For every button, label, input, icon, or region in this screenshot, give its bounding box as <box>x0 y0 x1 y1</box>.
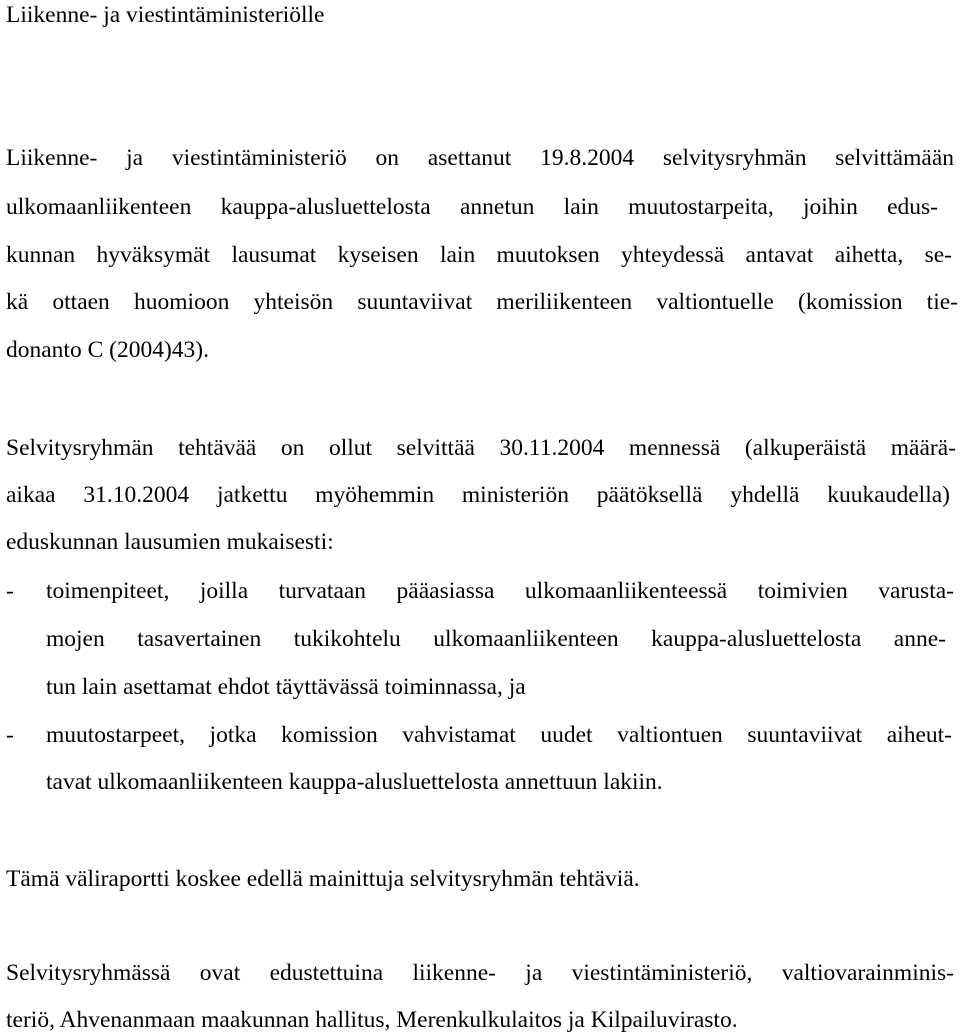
list-item-line: muutostarpeet, jotka komission vahvistamat uudet valtiontuen suuntaviivat aiheut- <box>46 722 952 748</box>
paragraph-report-scope: Tämä väliraportti koskee edellä mainittuja selvitysryhmän tehtäviä. <box>6 866 640 892</box>
list-item-line: tun lain asettamat ehdot täyttävässä toiminnassa, ja <box>46 674 526 700</box>
paragraph-line: Selvitysryhmän tehtävää on ollut selvittää 30.11.2004 mennessä (alkuperäistä määrä- <box>6 435 956 461</box>
paragraph-line: kä ottaen huomioon yhteisön suuntaviivat meriliikenteen valtiontuelle (komission tie- <box>6 289 958 315</box>
paragraph-line: Liikenne- ja viestintäministeriö on asettanut 19.8.2004 selvitysryhmän selvittämään <box>6 145 954 171</box>
paragraph-line: aikaa 31.10.2004 jatkettu myöhemmin ministeriön päätöksellä yhdellä kuukaudella) <box>6 482 950 508</box>
paragraph-line: ulkomaanliikenteen kauppa-alusluettelosta annetun lain muutostarpeita, joihin edus- <box>6 194 938 220</box>
list-item-line: mojen tasavertainen tukikohtelu ulkomaanliikenteen kauppa-alusluettelosta anne- <box>46 626 946 652</box>
paragraph-line: Selvitysryhmässä ovat edustettuina liikenne- ja viestintäministeriö, valtiovarainminis- <box>6 960 954 986</box>
list-bullet: - <box>6 722 14 748</box>
paragraph-line: donanto C (2004)43). <box>6 337 209 363</box>
list-item-line: toimenpiteet, joilla turvataan pääasiassa ulkomaanliikenteessä toimivien varusta- <box>46 578 954 604</box>
addressee-heading: Liikenne- ja viestintäministeriölle <box>6 2 325 28</box>
paragraph-line: teriö, Ahvenanmaan maakunnan hallitus, Merenkulkulaitos ja Kilpailuvirasto. <box>6 1007 738 1033</box>
paragraph-line: eduskunnan lausumien mukaisesti: <box>6 529 334 555</box>
paragraph-line: kunnan hyväksymät lausumat kyseisen lain muutoksen yhteydessä antavat aihetta, se- <box>6 242 952 268</box>
list-item-line: tavat ulkomaanliikenteen kauppa-alusluettelosta annettuun lakiin. <box>46 769 663 795</box>
list-bullet: - <box>6 578 14 604</box>
